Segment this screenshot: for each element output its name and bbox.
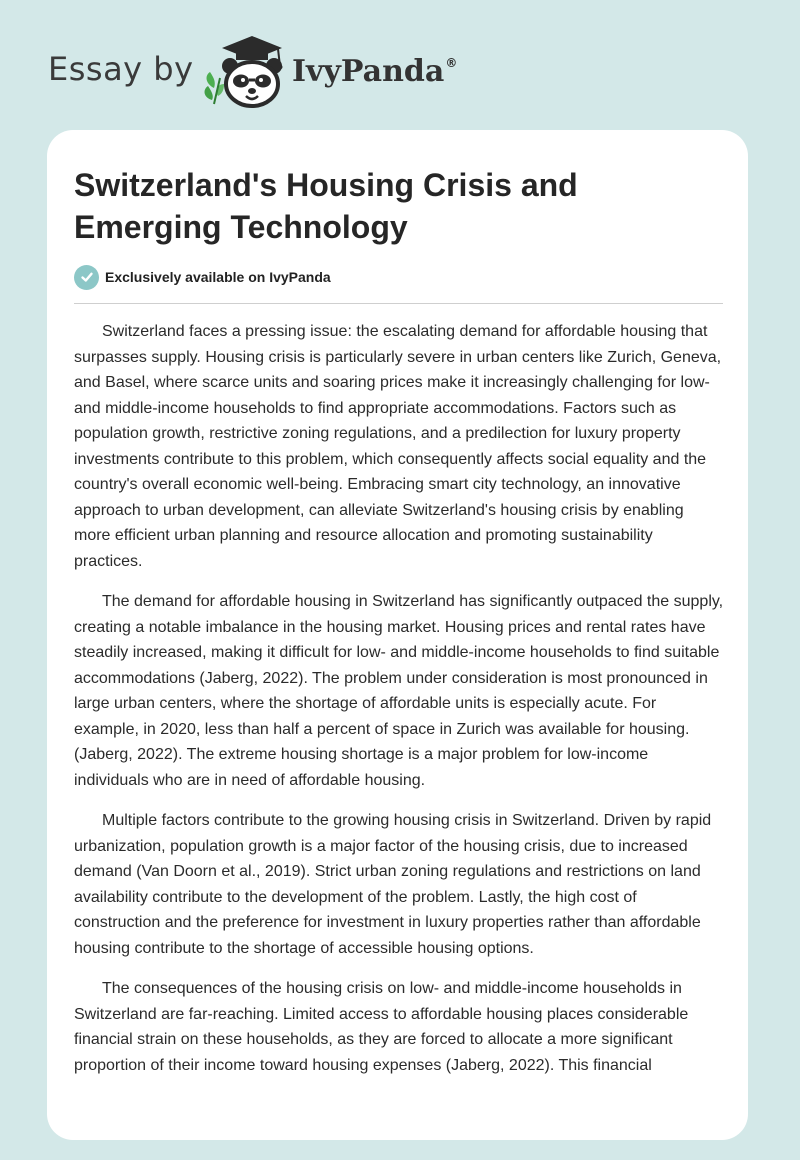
divider: [74, 303, 723, 304]
essay-by-label: Essay by: [48, 50, 194, 88]
paragraph: The consequences of the housing crisis on low- and middle-income households in Switzerland are far-reaching. Limited access to affordable housing places considerable financial strain on these households, as they are forced to allocate a more significant proportion of their income toward housing expenses (Jaberg, 2022). This financial: [74, 980, 689, 1074]
essay-card: [47, 130, 748, 1140]
exclusive-badge-label: Exclusively available on IvyPanda: [105, 269, 331, 285]
ivypanda-logo-text[interactable]: IvyPanda®: [292, 54, 458, 89]
panda-graduate-icon: [200, 34, 290, 110]
exclusive-badge: [74, 264, 331, 290]
essay-title: Switzerland's Housing Crisis and Emerging Technology: [74, 167, 578, 245]
checkmark-icon: [74, 265, 99, 290]
paragraph: Switzerland faces a pressing issue: the escalating demand for affordable housing that surpasses supply. Housing crisis is particularly severe in urban centers like Zurich, Geneva, and Basel, where scarce units and soaring prices make it increasingly challenging for low- and middle-income households to find appropriate accommodations. Factors such as population growth, restrictive zoning regulations, and a predilection for luxury property investments contribute to this problem, which consequently affects social equality and the country's overall economic well-being. Embracing smart city technology, an innovative approach to urban development, can alleviate Switzerland's housing crisis by enabling more efficient urban planning and resource allocation and promoting sustainability practices.: [74, 323, 722, 570]
essay-body: [74, 319, 724, 1093]
paragraph: The demand for affordable housing in Switzerland has significantly outpaced the supply, creating a notable imbalance in the housing market. Housing prices and rental rates have steadily increased, making it difficult for low- and middle-income households to find suitable accommodations (Jaberg, 2022). The problem under consideration is most pronounced in large urban centers, where the shortage of affordable units is especially acute. For example, in 2020, less than half a percent of space in Zurich was available for housing. (Jaberg, 2022). The extreme housing shortage is a major problem for low-income individuals who are in need of affordable housing.: [74, 593, 724, 789]
site-header: [48, 30, 468, 110]
paragraph: Multiple factors contribute to the growing housing crisis in Switzerland. Driven by rapid urbanization, population growth is a major factor of the housing crisis, due to increased demand (Van Doorn et al., 2019). Strict urban zoning regulations and restrictions on land availability contribute to the development of the problem. Lastly, the high cost of construction and the preference for investment in luxury properties rather than affordable housing contribute to the shortage of accessible housing options.: [74, 812, 712, 957]
